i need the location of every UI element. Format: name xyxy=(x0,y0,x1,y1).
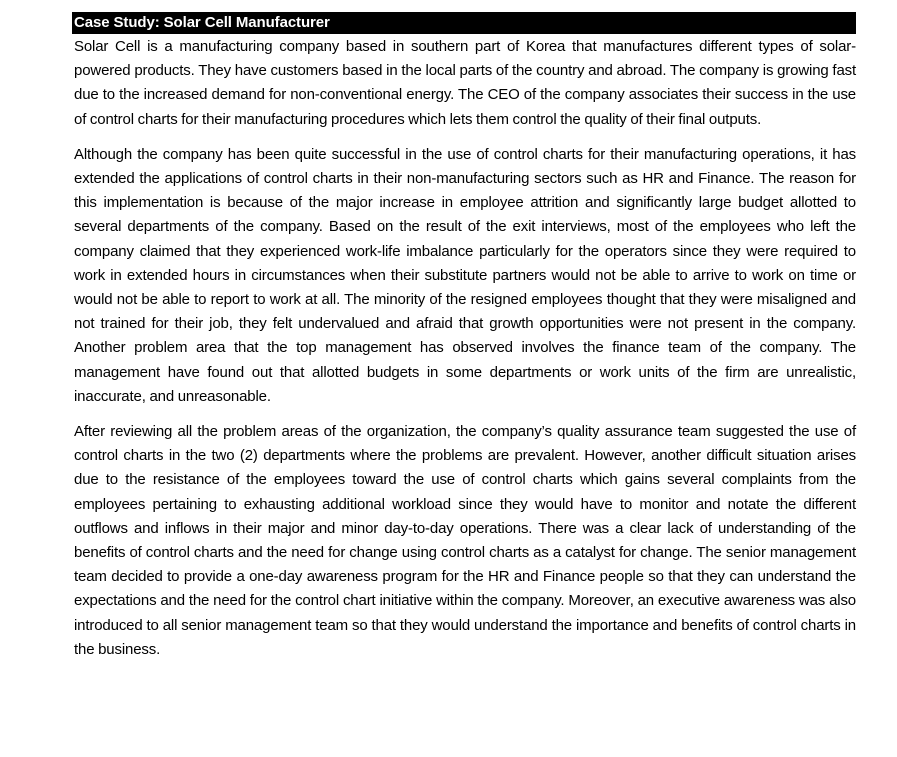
paragraph-problem-areas: Although the company has been quite successful in the use of control charts for their manufacturing operations, it has extended the applications of control charts in their non-manufacturing sectors such as HR and Finance. The reason for this implementation is because of the major increase in employee attrition and significantly large budget allotted to several departments of the company. Based on the result of the exit interviews, most of the employees who left the company claimed that they experienced work-life imbalance particularly for the operators since they were required to work in extended hours in circumstances when their substitute partners would not be able to arrive to work on time or would not be able to report to work at all. The minority of the resigned employees thought that they were misaligned and not trained for their job, they felt undervalued and afraid that growth opportunities were not present in the company. Another problem area that the top management has observed involves the finance team of the company. The management have found out that allotted budgets in some departments or work units of the firm are unrealistic, inaccurate, and unreasonable. xyxy=(74,145,856,405)
paragraph-company-overview: Solar Cell is a manufacturing company based in southern part of Korea that manufactures different types of solar-powered products. They have customers based in the local parts of the country and abroad. The company is growing fast due to the increased demand for non-conventional energy. The CEO of the company associates their success in the use of control charts for their manufacturing procedures which lets them control the quality of their final outputs. xyxy=(74,38,856,128)
paragraph-proposed-solution: After reviewing all the problem areas of the organization, the company’s quality assurance team suggested the use of control charts in the two (2) departments where the problems are prevalent. However, another difficult situation arises due to the resistance of the employees toward the use of control charts which gains several complaints from the employees pertaining to exhausting additional workload since they would have to monitor and notate the different outflows and inflows in their major and minor day-to-day operations. There was a clear lack of understanding of the benefits of control charts and the need for change using control charts as a catalyst for change. The senior management team decided to provide a one-day awareness program for the HR and Finance people so that they can understand the expectations and the need for the control chart initiative within the company. Moreover, an executive awareness was also introduced to all senior management team so that they would understand the importance and benefits of control charts in the business. xyxy=(74,423,856,658)
case-study-title: Case Study: Solar Cell Manufacturer xyxy=(72,12,856,34)
case-study-document xyxy=(72,12,856,662)
